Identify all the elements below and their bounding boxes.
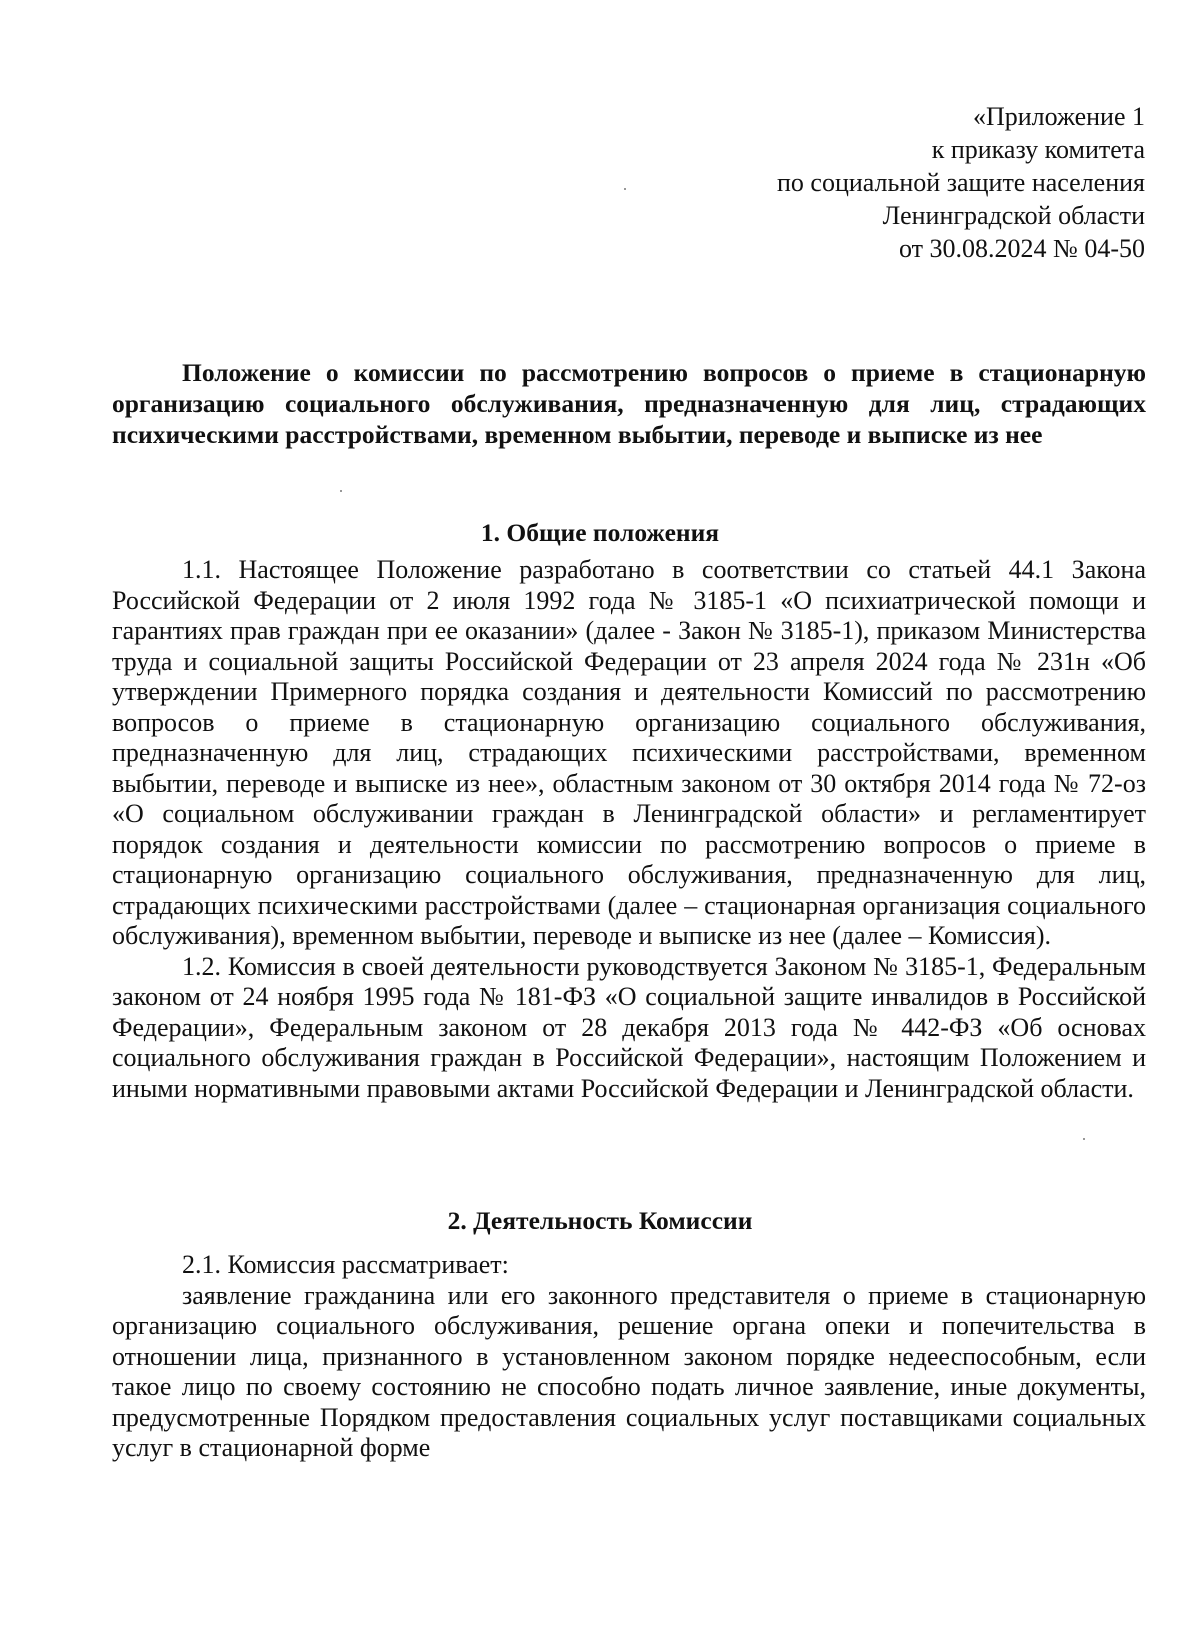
section-general-body: [112, 555, 1146, 1104]
header-line: по социальной защите населения: [776, 168, 1145, 197]
header-line: к приказу комитета: [931, 135, 1145, 164]
scan-speck: [1083, 1138, 1085, 1140]
section-heading-activity: 2. Деятельность Комиссии: [447, 1206, 753, 1235]
paragraph-1-2: 1.2. Комиссия в своей деятельности руководствуется Законом № 3185-1, Федеральным законом от 24 ноября 1995 года № 181-ФЗ «О социальной защите инвалидов в Российской Федерации», Федеральным законом от 28 декабря 2013 года № 442-ФЗ «Об основах социального обслуживания граждан в Российской Федерации», настоящим Положением и иными нормативными правовыми актами Российской Федерации и Ленинградской области.: [112, 951, 1146, 1103]
paragraph-2-1-text: заявление гражданина или его законного представителя о приеме в стационарную организацию социального обслуживания, решение органа опеки и попечительства в отношении лица, признанного в установленном законом порядке недееспособным, если такое лицо по своему состоянию не способно подать личное заявление, иные документы, предусмотренные Порядком предоставления социальных услуг поставщиками социальных услуг в стационарной форме: [112, 1280, 1146, 1462]
paragraph-1-1: 1.1. Настоящее Положение разработано в соответствии со статьей 44.1 Закона Российской Федерации от 2 июля 1992 года № 3185-1 «О психиатрической помощи и гарантиях прав граждан при ее оказании» (далее - Закон № 3185-1), приказом Министерства труда и социальной защиты Российской Федерации от 23 апреля 2024 года № 231н «Об утверждении Примерного порядка создания и деятельности Комиссий по рассмотрению вопросов о приеме в стационарную организацию социального обслуживания, предназначенную для лиц, страдающих психическими расстройствами, временном выбытии, переводе и выписке из нее», областным законом от 30 октября 2014 года № 72-оз «О социальном обслуживании граждан в Ленинградской области» и регламентирует порядок создания и деятельности комиссии по рассмотрению вопросов о приеме в стационарную организацию социального обслуживания, предназначенную для лиц, страдающих психическими расстройствами (далее – стационарная организация социального обслуживания), временном выбытии, переводе и выписке из нее (далее – Комиссия).: [112, 555, 1146, 950]
scan-speck: [340, 490, 342, 492]
scan-speck: [624, 188, 626, 190]
header-line: Ленинградской области: [882, 201, 1145, 230]
header-line: «Приложение 1: [972, 102, 1145, 131]
header-line: от 30.08.2024 № 04-50: [899, 234, 1145, 263]
document-title: Положение о комиссии по рассмотрению вопросов о приеме в стационарную организацию социального обслуживания, предназначенную для лиц, страдающих психическими расстройствами, временном выбытии, переводе и выписке из нее: [112, 358, 1146, 449]
approval-header: [625, 100, 1145, 265]
section-activity-body: [112, 1250, 1146, 1464]
section-heading-general: 1. Общие положения: [480, 518, 720, 547]
paragraph-2-1: 2.1. Комиссия рассматривает:: [182, 1250, 509, 1279]
